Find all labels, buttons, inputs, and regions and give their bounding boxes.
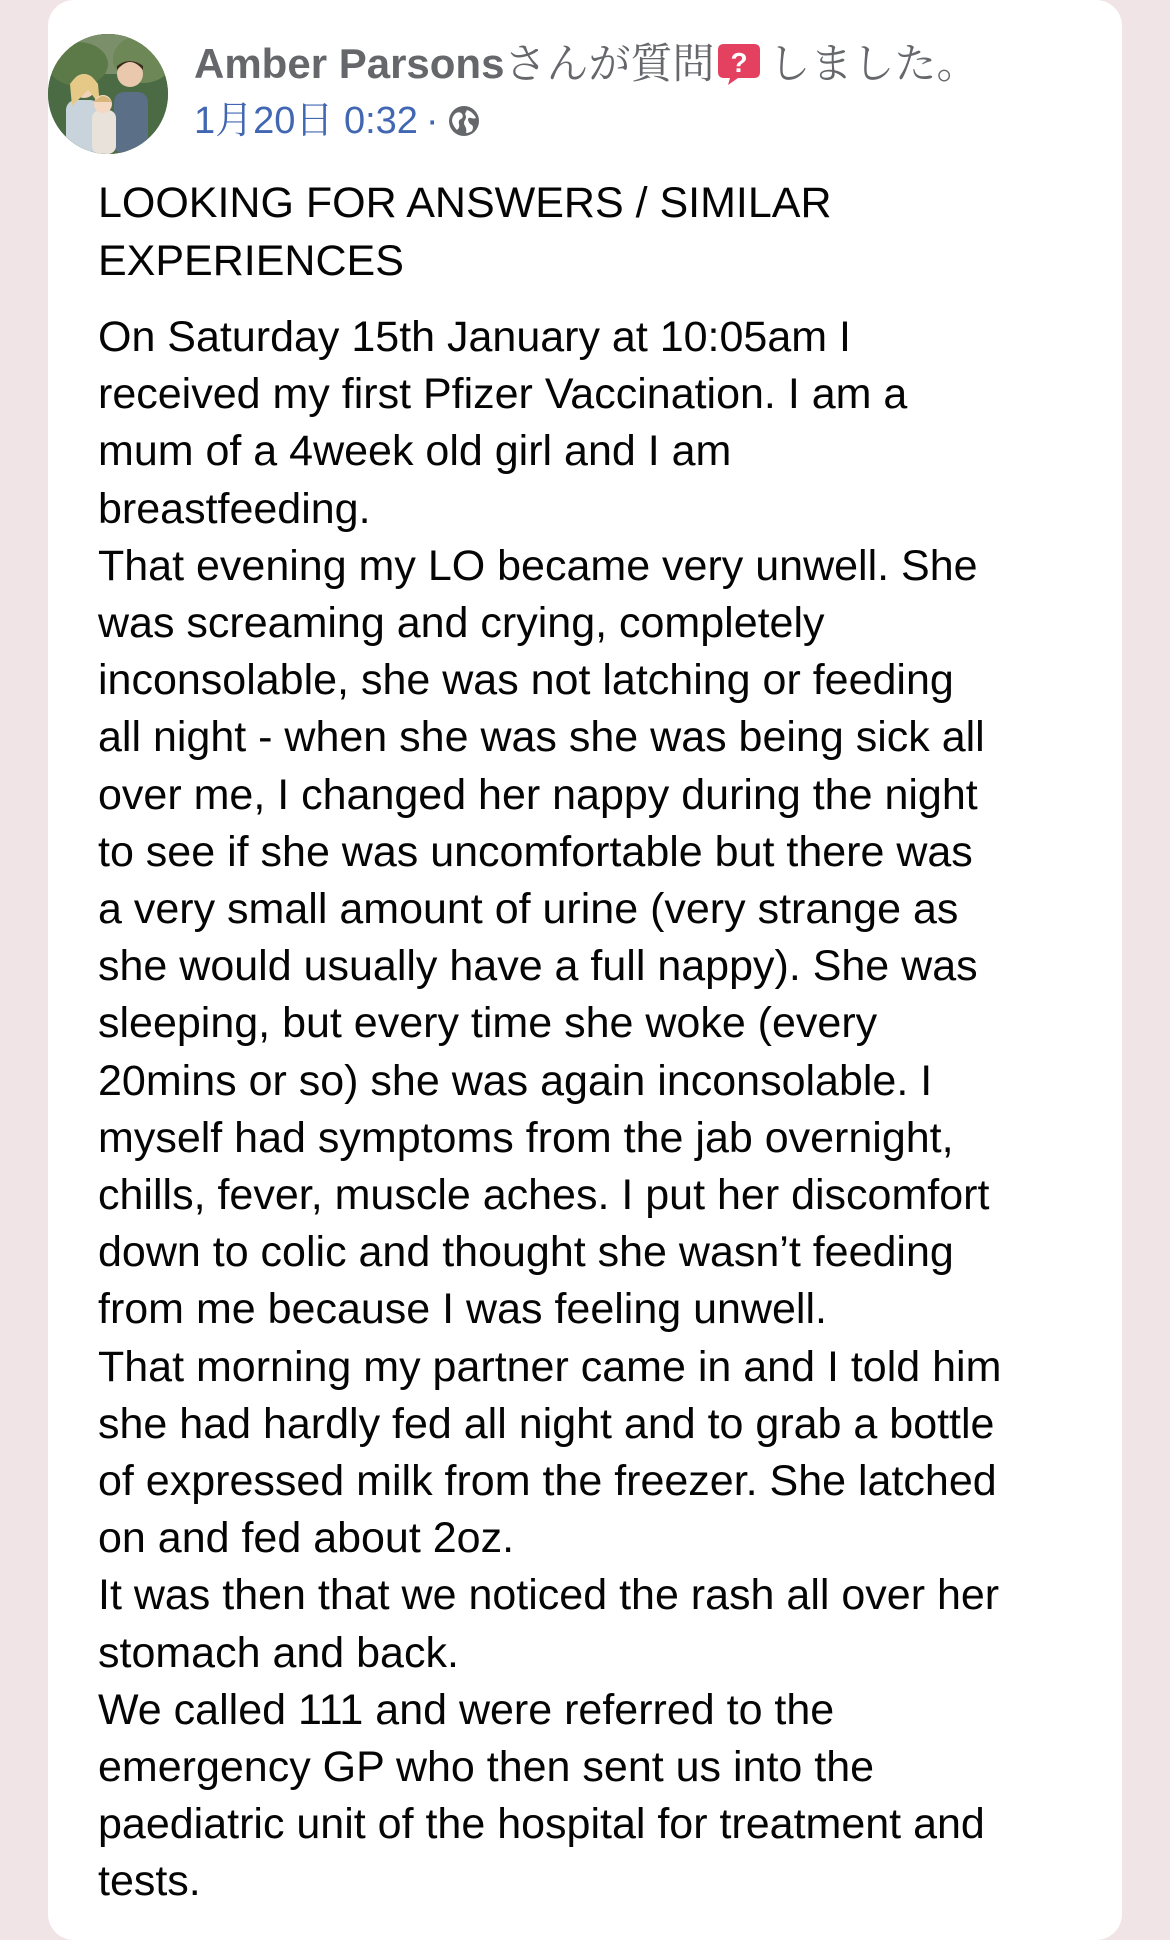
post-body-line: breastfeeding. [98,484,371,533]
post-body-line: inconsolable, she was not latching or feeding [98,656,954,705]
globe-icon[interactable] [447,104,481,138]
post-body-line: 20mins or so) she was again inconsolable. I [98,1056,933,1105]
post-body-line: received my first Pfizer Vaccination. I am a [98,370,908,419]
post-body-line: emergency GP who then sent us into the [98,1743,875,1792]
post-body-line: stomach and back. [98,1628,459,1677]
post-title-line: EXPERIENCES [98,237,404,285]
post-body-line: she had hardly fed all night and to grab a bottle [98,1399,995,1448]
post-body-line: she would usually have a full nappy). She was [98,942,978,991]
post-body-line: We called 111 and were referred to the [98,1685,835,1734]
avatar-photo [48,34,168,154]
post-body-line: tests. [98,1857,201,1906]
meta-separator: · [425,100,439,142]
post-body [98,309,1098,1911]
action-suffix: しました。 [768,40,979,87]
action-prefix: さんが質問 [504,40,715,87]
timestamp-line [194,96,978,146]
post-body-line: from me because I was feeling unwell. [98,1285,827,1334]
post-body-line: to see if she was uncomfortable but there was [98,827,973,876]
svg-text:?: ? [730,47,749,78]
post-body-line: over me, I changed her nappy during the night [98,770,978,819]
post-body-line: all night - when she was she was being sick all [98,713,985,762]
post-title [98,174,1058,290]
post-body-line: was screaming and crying, completely [98,599,825,648]
post-body-line: myself had symptoms from the jab overnight, [98,1113,954,1162]
post-body-line: That evening my LO became very unwell. She [98,541,978,590]
post-body-line: That morning my partner came in and I told him [98,1342,1002,1391]
post-body-line: down to colic and thought she wasn’t feeding [98,1228,954,1277]
post-body-line: mum of a 4week old girl and I am [98,427,732,476]
post-title-line: LOOKING FOR ANSWERS / SIMILAR [98,179,832,227]
post-body-line: of expressed milk from the freezer. She latched [98,1457,997,1506]
post-meta [194,36,978,146]
author-line [194,36,978,92]
post-body-line: a very small amount of urine (very strange as [98,885,959,934]
post-body-line: It was then that we noticed the rash all over her [98,1571,1000,1620]
post-body-line: On Saturday 15th January at 10:05am I [98,313,851,361]
author-name[interactable]: Amber Parsons [194,40,505,87]
post-timestamp[interactable]: 1月20日 0:32 [194,100,418,142]
author-avatar[interactable] [48,34,168,154]
post-body-line: sleeping, but every time she woke (every [98,999,878,1048]
post-body-line: on and fed about 2oz. [98,1514,515,1563]
post-body-line: chills, fever, muscle aches. I put her discomfort [98,1171,990,1220]
post-body-line: paediatric unit of the hospital for treatment and [98,1800,985,1849]
question-badge-icon [716,42,762,86]
